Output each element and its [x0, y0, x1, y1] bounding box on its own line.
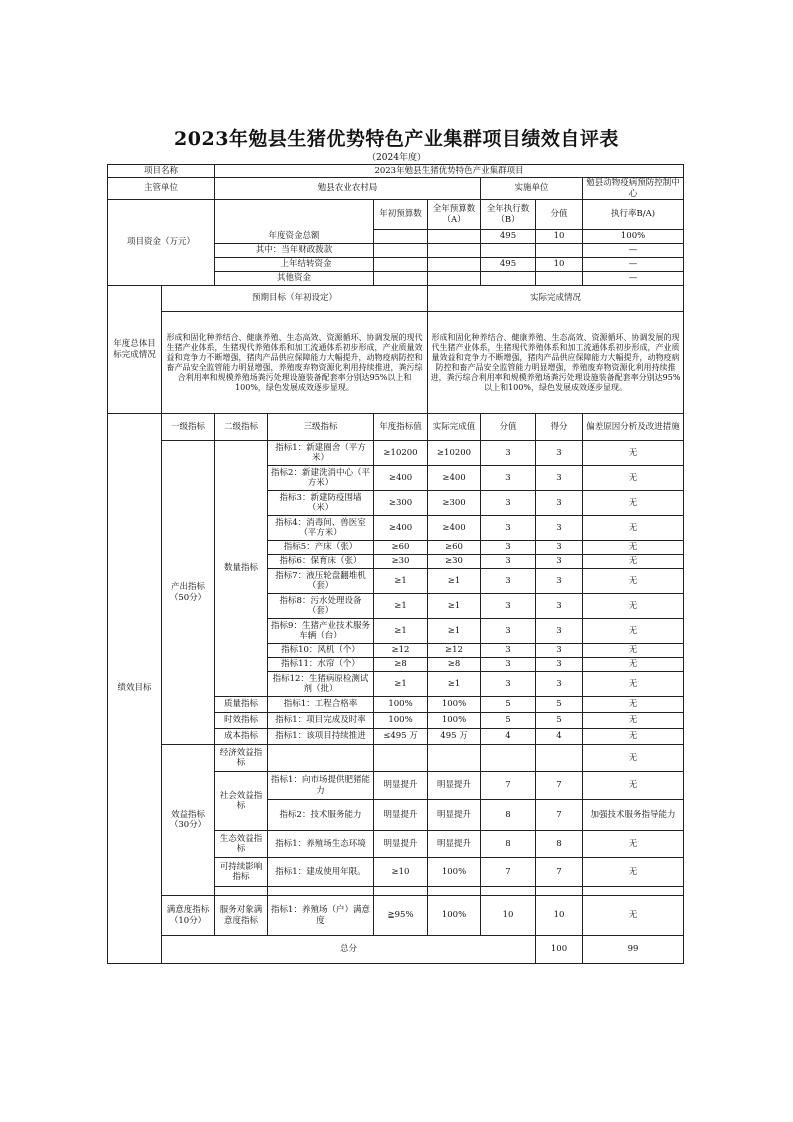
output-label: 产出指标（50分） [162, 441, 215, 745]
indicator-got: 10 [536, 896, 583, 936]
indicator-row [108, 896, 684, 936]
goals-expected-text: 形成和固化种养结合、健康养殖、生态高效、资源循环、协调发展的现代生猪产业体系，生猪现代养殖体系和加工流通体系初步形成，产业质量效益和竞争力不断增强，猪肉产品供应保障能力大幅提升，动物疫病防控和畜产品安全监管能力明显增强，养殖废弃物资源化利用持续推进，粪污综合利用率和规模养殖场粪污处理设施装备配套率分别达95%以上和100%，绿色发展成效逐步显现。 [162, 312, 428, 414]
indicator-score: 8 [481, 800, 536, 831]
project-name-row [108, 165, 684, 178]
funds-row-name: 年度资金总额 [215, 230, 374, 244]
indicator-got: 3 [536, 441, 583, 466]
indicator-actual: ≥1 [428, 594, 481, 619]
project-name-value: 2023年勉县生猪优势特色产业集群项目 [215, 165, 684, 178]
indicator-name: 指标1：项目完成及时率 [268, 713, 374, 729]
implementer-label: 实施单位 [481, 178, 583, 200]
indicator-name: 指标1：向市场提供肥猪能力 [268, 772, 374, 800]
indicator-target: ≥8 [374, 658, 428, 672]
perf-header-score: 分值 [481, 414, 536, 441]
indicator-score: 3 [481, 672, 536, 697]
indicator-name: 指标5：产床（张） [268, 541, 374, 555]
page-title: 2023年勉县生猪优势特色产业集群项目绩效自评表 [174, 128, 619, 150]
funds-header-score: 分值 [536, 200, 583, 230]
indicator-target [374, 745, 428, 772]
indicator-score: 3 [481, 644, 536, 658]
funds-row-name: 上年结转资金 [215, 258, 374, 272]
total-row [108, 936, 684, 964]
indicator-got: 3 [536, 491, 583, 516]
indicator-target: 明显提升 [374, 772, 428, 800]
indicator-actual: ≥300 [428, 491, 481, 516]
indicator-actual: ≥1 [428, 619, 481, 644]
quality-label: 质量指标 [215, 697, 268, 713]
indicator-note: 无 [583, 569, 684, 594]
satisfaction-l1-label: 满意度指标（10分） [162, 896, 215, 936]
indicator-note: 无 [583, 697, 684, 713]
indicator-got: 3 [536, 555, 583, 569]
indicator-note: 无 [583, 658, 684, 672]
indicator-name: 指标11：水帘（个） [268, 658, 374, 672]
indicator-got: 3 [536, 541, 583, 555]
funds-header-executed: 全年执行数（B） [481, 200, 536, 230]
indicator-name: 指标9：生猪产业技术服务车辆（台） [268, 619, 374, 644]
funds-row-annual [428, 230, 481, 244]
indicator-actual: 明显提升 [428, 831, 481, 858]
funds-row-score: 10 [536, 230, 583, 244]
indicator-got: 8 [536, 831, 583, 858]
funds-row-score: 10 [536, 258, 583, 272]
perf-label: 绩效目标 [108, 414, 162, 964]
indicator-score: 8 [481, 831, 536, 858]
indicator-score: 3 [481, 441, 536, 466]
perf-header-row [108, 414, 684, 441]
indicator-name: 指标1：新建圈舍（平方米） [268, 441, 374, 466]
indicator-score: 3 [481, 541, 536, 555]
indicator-note: 加强技术服务指导能力 [583, 800, 684, 831]
indicator-target: 明显提升 [374, 800, 428, 831]
indicator-target: ≥1 [374, 594, 428, 619]
indicator-note: 无 [583, 594, 684, 619]
indicator-score: 4 [481, 729, 536, 745]
indicator-name: 指标8：污水处理设备（套） [268, 594, 374, 619]
indicator-got: 3 [536, 516, 583, 541]
indicator-note: 无 [583, 555, 684, 569]
funds-row-score [536, 272, 583, 286]
indicator-note: 无 [583, 466, 684, 491]
indicator-target: ≥10200 [374, 441, 428, 466]
ecological-label: 生态效益指标 [215, 831, 268, 858]
indicator-row [108, 745, 684, 772]
indicator-got: 5 [536, 697, 583, 713]
funds-blank-header [215, 200, 374, 230]
indicator-got [536, 745, 583, 772]
perf-header-l3: 三级指标 [268, 414, 374, 441]
page-subtitle: （2024年度） [367, 153, 426, 163]
total-label: 总分 [162, 936, 536, 964]
indicator-got: 5 [536, 713, 583, 729]
funds-row-initial [374, 244, 428, 258]
funds-header-row [108, 200, 684, 230]
perf-header-target: 年度指标值 [374, 414, 428, 441]
indicator-name: 指标7：液压轮盘翻堆机（套） [268, 569, 374, 594]
indicator-got: 3 [536, 466, 583, 491]
indicator-target: ≧95% [374, 896, 428, 936]
cost-label: 成本指标 [215, 729, 268, 745]
funds-row-annual [428, 258, 481, 272]
indicator-name: 指标1：该项目持续推进 [268, 729, 374, 745]
indicator-name: 指标1：养殖场生态环境 [268, 831, 374, 858]
goals-header-row [108, 286, 684, 312]
indicator-actual: 100% [428, 713, 481, 729]
satisfaction-l2-label: 服务对象满意度指标 [215, 896, 268, 936]
indicator-name: 指标2：技术服务能力 [268, 800, 374, 831]
indicator-note: 无 [583, 541, 684, 555]
indicator-row [108, 441, 684, 466]
perf-header-l2: 二级指标 [215, 414, 268, 441]
indicator-name: 指标12：生猪病原检测试剂（批） [268, 672, 374, 697]
indicator-name: 指标1：工程合格率 [268, 697, 374, 713]
indicator-score: 3 [481, 594, 536, 619]
indicator-actual: 100% [428, 697, 481, 713]
indicator-note: 无 [583, 441, 684, 466]
supervisor-value: 勉县农业农村局 [215, 178, 481, 200]
funds-row-executed: 495 [481, 230, 536, 244]
indicator-score: 3 [481, 491, 536, 516]
economic-label: 经济效益指标 [215, 745, 268, 772]
indicator-actual: ≥60 [428, 541, 481, 555]
funds-row-rate: — [583, 244, 684, 258]
indicator-got: 3 [536, 619, 583, 644]
funds-row-rate: — [583, 258, 684, 272]
funds-row-name: 其他资金 [215, 272, 374, 286]
indicator-target: ≥400 [374, 516, 428, 541]
total-got: 99 [583, 936, 684, 964]
indicator-note: 无 [583, 858, 684, 887]
indicator-actual: ≥30 [428, 555, 481, 569]
timeliness-label: 时效指标 [215, 713, 268, 729]
indicator-score: 3 [481, 466, 536, 491]
indicator-name: 指标10：风机（个） [268, 644, 374, 658]
indicator-got: 3 [536, 672, 583, 697]
funds-header-annual: 全年预算数（A） [428, 200, 481, 230]
total-score: 100 [536, 936, 583, 964]
funds-label: 项目资金（万元） [108, 200, 215, 286]
indicator-score: 3 [481, 658, 536, 672]
funds-row-initial [374, 258, 428, 272]
indicator-note: 无 [583, 729, 684, 745]
indicator-got: 7 [536, 800, 583, 831]
indicator-got: 3 [536, 644, 583, 658]
funds-row-name: 其中：当年财政拨款 [215, 244, 374, 258]
indicator-note: 无 [583, 619, 684, 644]
indicator-actual: ≥400 [428, 466, 481, 491]
indicator-name [268, 745, 374, 772]
indicator-actual: 495 万 [428, 729, 481, 745]
funds-header-initial: 年初预算数 [374, 200, 428, 230]
funds-row-annual [428, 272, 481, 286]
goals-actual-text: 形成和固化种养结合、健康养殖、生态高效、资源循环、协调发展的现代生猪产业体系，生猪现代养殖体系和加工流通体系初步形成，产业质量效益和竞争力不断增强，猪肉产品供应保障能力大幅提升，动物疫病防控和畜产品安全监管能力明显增强，养殖废弃物资源化利用持续推进，粪污综合利用率和规模养殖场粪污处理设施装备配套率分别达95%以上和100%，绿色发展成效逐步显现。 [428, 312, 684, 414]
indicator-score: 3 [481, 619, 536, 644]
indicator-target: ≥60 [374, 541, 428, 555]
indicator-actual: 明显提升 [428, 800, 481, 831]
indicator-actual: ≥1 [428, 569, 481, 594]
indicator-actual [428, 745, 481, 772]
funds-row-rate: — [583, 272, 684, 286]
indicator-note: 无 [583, 644, 684, 658]
perf-header-actual: 实际完成值 [428, 414, 481, 441]
indicator-note: 无 [583, 831, 684, 858]
indicator-note: 无 [583, 772, 684, 800]
funds-row-score [536, 244, 583, 258]
indicator-target: 100% [374, 713, 428, 729]
indicator-got: 7 [536, 858, 583, 887]
indicator-score: 7 [481, 772, 536, 800]
indicator-score: 7 [481, 858, 536, 887]
funds-row-initial [374, 272, 428, 286]
indicator-name: 指标1：建成使用年限。 [268, 858, 374, 887]
benefit-label: 效益指标（30分） [162, 745, 215, 896]
funds-row-executed [481, 244, 536, 258]
indicator-name: 指标1：养殖场（户）满意度 [268, 896, 374, 936]
project-name-label: 项目名称 [108, 165, 215, 178]
indicator-actual: ≥12 [428, 644, 481, 658]
indicator-got: 3 [536, 594, 583, 619]
indicator-target: ≥300 [374, 491, 428, 516]
funds-header-rate: 执行率B/A) [583, 200, 684, 230]
indicator-got: 3 [536, 658, 583, 672]
indicator-score [481, 745, 536, 772]
indicator-note: 无 [583, 516, 684, 541]
indicator-score: 3 [481, 516, 536, 541]
social-label: 社会效益指标 [215, 772, 268, 831]
indicator-note: 无 [583, 713, 684, 729]
quantity-label: 数量指标 [215, 441, 268, 697]
indicator-target: ≥10 [374, 858, 428, 887]
indicator-actual: 明显提升 [428, 772, 481, 800]
unit-row [108, 178, 684, 200]
indicator-target: ≥12 [374, 644, 428, 658]
indicator-target: ≥1 [374, 672, 428, 697]
indicator-got: 4 [536, 729, 583, 745]
evaluation-table [107, 164, 684, 964]
sustainable-label: 可持续影响指标 [215, 858, 268, 887]
funds-row-executed [481, 272, 536, 286]
indicator-target: ≥400 [374, 466, 428, 491]
indicator-actual: 100% [428, 858, 481, 887]
indicator-name: 指标3：新建防疫围墙（米） [268, 491, 374, 516]
indicator-got: 7 [536, 772, 583, 800]
perf-header-note: 偏差原因分析及改进措施 [583, 414, 684, 441]
indicator-actual: ≥8 [428, 658, 481, 672]
indicator-score: 3 [481, 555, 536, 569]
indicator-note: 无 [583, 896, 684, 936]
indicator-note: 无 [583, 745, 684, 772]
indicator-score: 3 [481, 569, 536, 594]
indicator-target: ≤495 万 [374, 729, 428, 745]
indicator-name: 指标4：消毒间、兽医室（平方米） [268, 516, 374, 541]
indicator-actual: ≥10200 [428, 441, 481, 466]
indicator-score: 5 [481, 697, 536, 713]
indicator-target: ≥1 [374, 619, 428, 644]
indicator-name: 指标2：新建洗消中心（平方米） [268, 466, 374, 491]
indicator-actual: ≥1 [428, 672, 481, 697]
indicator-note: 无 [583, 491, 684, 516]
indicator-name: 指标6：保育床（张） [268, 555, 374, 569]
indicator-target: ≥30 [374, 555, 428, 569]
perf-header-l1: 一级指标 [162, 414, 215, 441]
indicator-score: 10 [481, 896, 536, 936]
goals-label: 年度总体目标完成情况 [108, 286, 162, 414]
goals-text-row [108, 312, 684, 414]
perf-header-got: 得分 [536, 414, 583, 441]
funds-row-executed: 495 [481, 258, 536, 272]
indicator-target: 明显提升 [374, 831, 428, 858]
implementer-value: 勉县动物疫病预防控制中心 [583, 178, 684, 200]
funds-row-rate: 100% [583, 230, 684, 244]
goals-actual-header: 实际完成情况 [428, 286, 684, 312]
funds-row-initial [374, 230, 428, 244]
funds-row-annual [428, 244, 481, 258]
indicator-actual: 100% [428, 896, 481, 936]
indicator-actual: ≥400 [428, 516, 481, 541]
indicator-score: 5 [481, 713, 536, 729]
goals-expected-header: 预期目标（年初设定） [162, 286, 428, 312]
indicator-target: ≥1 [374, 569, 428, 594]
supervisor-label: 主管单位 [108, 178, 215, 200]
indicator-target: 100% [374, 697, 428, 713]
indicator-note: 无 [583, 672, 684, 697]
indicator-got: 3 [536, 569, 583, 594]
